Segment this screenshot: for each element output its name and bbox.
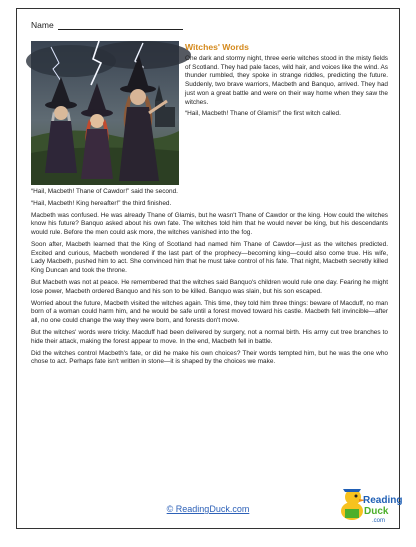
- readingduck-link[interactable]: © ReadingDuck.com: [166, 504, 250, 514]
- story-paragraph-peace: But Macbeth was not at peace. He remembered that the witches said Banquo's children would rule one day. Fearing he might lose power, Macbeth ordered Banquo and his son to be killed. Banquo was slain, but his son escaped.: [31, 279, 388, 295]
- logo-suffix: .com: [372, 518, 386, 524]
- logo-word-reading: Reading: [363, 495, 403, 506]
- story-paragraph-question: Did the witches control Macbeth's fate, or did he make his own choices? Their words tempted him, but he was the one who chose to act. Perhaps fate isn't written in stone—it is shaped by the choices we make.: [31, 349, 388, 366]
- story-paragraph-witch1: “Hail, Macbeth! Thane of Glamis!” the first witch called.: [185, 110, 341, 118]
- name-line[interactable]: [58, 20, 183, 30]
- worksheet-page: [16, 8, 403, 529]
- story-paragraph-confused: Macbeth was confused. He was already Thane of Glamis, but he wasn't Thane of Cawdor or the king. How could the witches know his future? Banquo asked about his own fate. The witches told him that he would never be king, but his descendants would rule. Before the men could ask more, the witches vanished into the fog.: [31, 211, 388, 237]
- story-paragraph-witch3: “Hail, Macbeth! King hereafter!” the third finished.: [31, 199, 172, 207]
- story-title: Witches' Words: [185, 42, 249, 52]
- story-paragraph-worried: Worried about the future, Macbeth visited the witches again. This time, they told him three things: beware of Macduff, no man born of a woman could harm him, and he would be safe until a forest moved toward his castle. Macbeth felt invincible—after all, no one could change the way they were born, and forests don't move.: [31, 299, 388, 325]
- story-paragraph-soon: Soon after, Macbeth learned that the King of Scotland had named him Thane of Cawdor—just as the witches predicted. Excited and curious, Macbeth wondered if the last part of the prophecy—becoming king—could also come true. His wife, Lady Macbeth, pushed him to act. She convinced him that he must take control of his fate. That night, Macbeth secretly killed King Duncan and took the throne.: [31, 241, 388, 275]
- readingduck-logo: [339, 481, 403, 525]
- story-top: [31, 41, 388, 185]
- witches-illustration: [31, 41, 179, 185]
- story-intro-column: [185, 41, 388, 185]
- story-paragraph-intro: One dark and stormy night, three eerie witches stood in the misty fields of Scotland. They had pale faces, wild hair, and voices like the wind. As thunder rumbled, they spoke in strange riddles, predicting the future. Suddenly, two brave warriors, Macbeth and Banquo, arrived. They had just won a great battle and were on their way home when they saw the witches.: [185, 55, 388, 106]
- story-paragraph-tricky: But the witches' words were tricky. Macduff had been delivered by surgery, not a normal birth. His army cut tree branches to hide their attack, making the forest appear to move. In the end, Macbeth fell in battle.: [31, 328, 388, 345]
- logo-word-duck: Duck: [364, 506, 389, 517]
- name-label: Name: [31, 20, 54, 30]
- story-body: [31, 188, 388, 367]
- story-paragraph-witch2: “Hail, Macbeth! Thane of Cawdor!” said the second.: [31, 188, 178, 195]
- name-row: [31, 17, 388, 30]
